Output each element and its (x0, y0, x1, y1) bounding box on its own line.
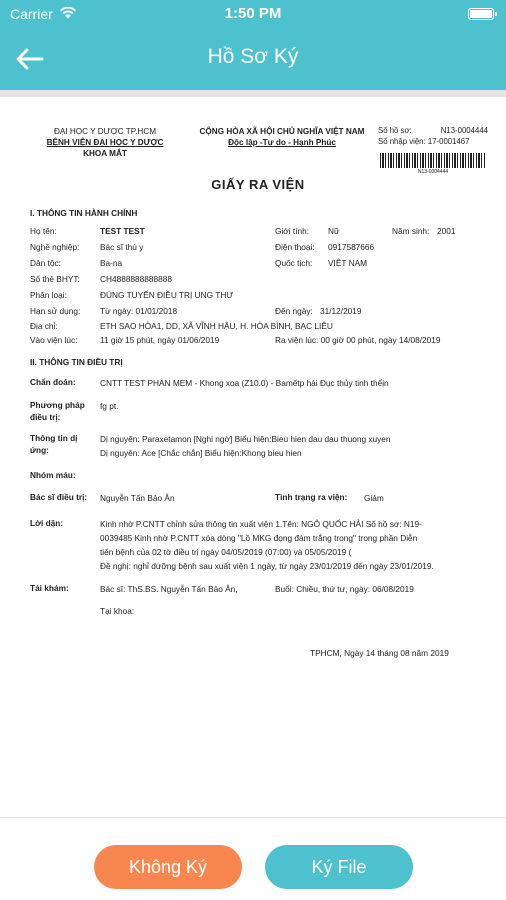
clock: 1:50 PM (224, 5, 282, 22)
national-header (188, 126, 376, 148)
blood-label: Nhóm máu: (30, 470, 76, 480)
status-bar (0, 0, 506, 28)
action-bar (0, 817, 506, 900)
info-row-name (30, 227, 486, 238)
birth-label: Năm sinh: (392, 226, 430, 236)
section-admin-heading: I. THÔNG TIN HÀNH CHÍNH (30, 208, 138, 218)
insurance-label: Số thẻ BHYT: (30, 274, 80, 284)
record-no: N13-0004444 (440, 126, 488, 135)
department-name: KHOA MẮT (83, 149, 127, 159)
doctor-name: Nguyễn Tấn Bảo Ân (100, 493, 175, 503)
info-row-address (30, 322, 486, 333)
ethnic-label: Dân tộc: (30, 258, 61, 268)
nation-label: Quốc tịch: (275, 258, 313, 268)
validity-from: Từ ngày: 01/01/2018 (100, 306, 178, 316)
sign-file-button[interactable]: Ký File (265, 845, 413, 889)
barcode-text: N13-0004444 (417, 169, 449, 175)
method-label-line1: Phương pháp (30, 400, 85, 410)
discharge-state-label: Tình trạng ra viện: (275, 492, 348, 502)
discharge-state: Giảm (364, 493, 384, 503)
admission-no-label: Số nhập viện: (378, 136, 426, 146)
patient-insurance: CH4888888888888 (100, 274, 172, 284)
sign-date: TPHCM, Ngày 14 tháng 08 năm 2019 (310, 648, 449, 658)
validity-label: Hạn sử dụng: (30, 306, 81, 316)
treatment-method: fg pt. (100, 401, 119, 411)
admit-label: Vào viện lúc: (30, 335, 78, 345)
admit-time: 11 giờ 15 phút, ngày 01/06/2019 (100, 335, 220, 345)
info-row-job (30, 243, 486, 254)
patient-job: Bác sĩ thú y (100, 242, 144, 252)
address-label: Địa chỉ: (30, 321, 58, 331)
allergy-line-1: Dị nguyên: Paraxetamon [Nghi ngờ] Biểu hiện:Bieu hien dau dau thuong xuyen (100, 434, 391, 444)
patient-ethnic: Ba-na (100, 258, 123, 268)
nav-bar (0, 28, 506, 90)
advice-line-3: tiến bệnh của 02 tờ điều trị ngày 04/05/2019 (07:00) và 05/05/2019 ( (100, 547, 352, 557)
doctor-label: Bác sĩ điều trị: (30, 492, 88, 502)
method-label-line2: điều trị: (30, 412, 61, 422)
admission-no: 17-0001467 (427, 136, 470, 146)
advice-line-2: 0039485 Kinh nhờ P.CNTT xóa dòng "Lồ MKG đọng đám trắng trong" trong phần Diễn (100, 533, 418, 543)
patient-category: ĐÚNG TUYẾN ĐIỀU TRỊ UNG THƯ (100, 290, 234, 300)
info-row-insurance (30, 275, 486, 286)
follow-up-time: Buổi: Chiều, thứ tư, ngày: 06/08/2019 (275, 584, 414, 594)
patient-phone: 0917587666 (328, 242, 375, 252)
page-title: Hồ Sơ Ký (207, 45, 299, 68)
info-row-ethnic (30, 259, 486, 270)
job-label: Nghề nghiệp: (30, 242, 80, 252)
diagnosis: CNTT TEST PHAN MEM - Khong xoa (Z10.0) - Bamếtp hải Đục thủy tinh thểịn (100, 378, 389, 388)
hospital-name: BỆNH VIỆN ĐẠI HỌC Y DƯỢC (46, 138, 164, 148)
divider-strip (0, 90, 506, 97)
follow-up-label: Tái khám: (30, 583, 69, 593)
patient-nation: VIỆT NAM (328, 258, 368, 268)
patient-birth: 2001 (437, 226, 456, 236)
national-motto: Độc lập -Tự do - Hạnh Phúc (228, 138, 336, 148)
hospital-header (30, 126, 180, 159)
allergy-line-2: Dị nguyên: Ace [Chắc chắn] Biểu hiện:Khong bieu hien (100, 448, 302, 458)
section-treatment-heading: II. THÔNG TIN ĐIỀU TRỊ (30, 357, 123, 367)
patient-gender: Nữ (328, 226, 340, 236)
allergy-label-line1: Thông tin dị (30, 433, 78, 443)
phone-label: Điện thoại: (275, 242, 315, 252)
info-row-category (30, 291, 486, 302)
diagnosis-label: Chẩn đoán: (30, 377, 76, 387)
follow-up-dept: Tại khoa: (100, 606, 135, 616)
university-name: ĐẠI HỌC Y DƯỢC TP.HCM (53, 127, 157, 136)
allergy-label-line2: ứng: (30, 445, 49, 455)
carrier-label: Carrier (10, 6, 53, 22)
document-title: GIẤY RA VIỆN (211, 177, 305, 192)
patient-name: TEST TEST (100, 226, 145, 236)
no-sign-button[interactable]: Không Ký (94, 845, 242, 889)
validity-to-label: Đến ngày: (275, 306, 313, 316)
record-info (378, 126, 488, 147)
info-row-validity (30, 307, 486, 318)
advice-line-1: Kinh nhờ P.CNTT chỉnh sửa thông tin xuất viện 1.Tên: NGÔ QUỐC HẢI Số hồ sơ: N19- (100, 519, 422, 529)
national-title: CỘNG HÒA XÃ HỘI CHỦ NGHĨA VIỆT NAM (199, 127, 365, 136)
barcode-image (380, 153, 486, 168)
validity-to: 31/12/2019 (320, 306, 362, 316)
info-row-admission (30, 336, 486, 347)
advice-line-4: Đề nghị: nghỉ dưỡng bệnh sau xuất viện 1 ngày, từ ngày 23/01/2019 đến ngày 23/01/2019. (100, 561, 434, 571)
battery-icon (468, 8, 494, 20)
discharge-time: Ra viện lúc: 00 giờ 00 phút, ngày 14/08/2019 (275, 335, 441, 345)
patient-address: ETH SAO HÒA1, DD, XÃ VĨNH HẬU, H. HÒA BÌNH, BẠC LIÊU (100, 321, 333, 331)
name-label: Họ tên: (30, 226, 57, 236)
follow-up-doctor: Bác sĩ: ThS.BS. Nguyễn Tấn Bảo Ân, (100, 584, 238, 594)
record-no-label: Số hồ sơ: (378, 126, 412, 135)
document-viewer[interactable] (0, 97, 506, 817)
advice-label: Lời dặn: (30, 518, 64, 528)
category-label: Phân loại: (30, 290, 67, 300)
gender-label: Giới tính: (275, 226, 310, 236)
